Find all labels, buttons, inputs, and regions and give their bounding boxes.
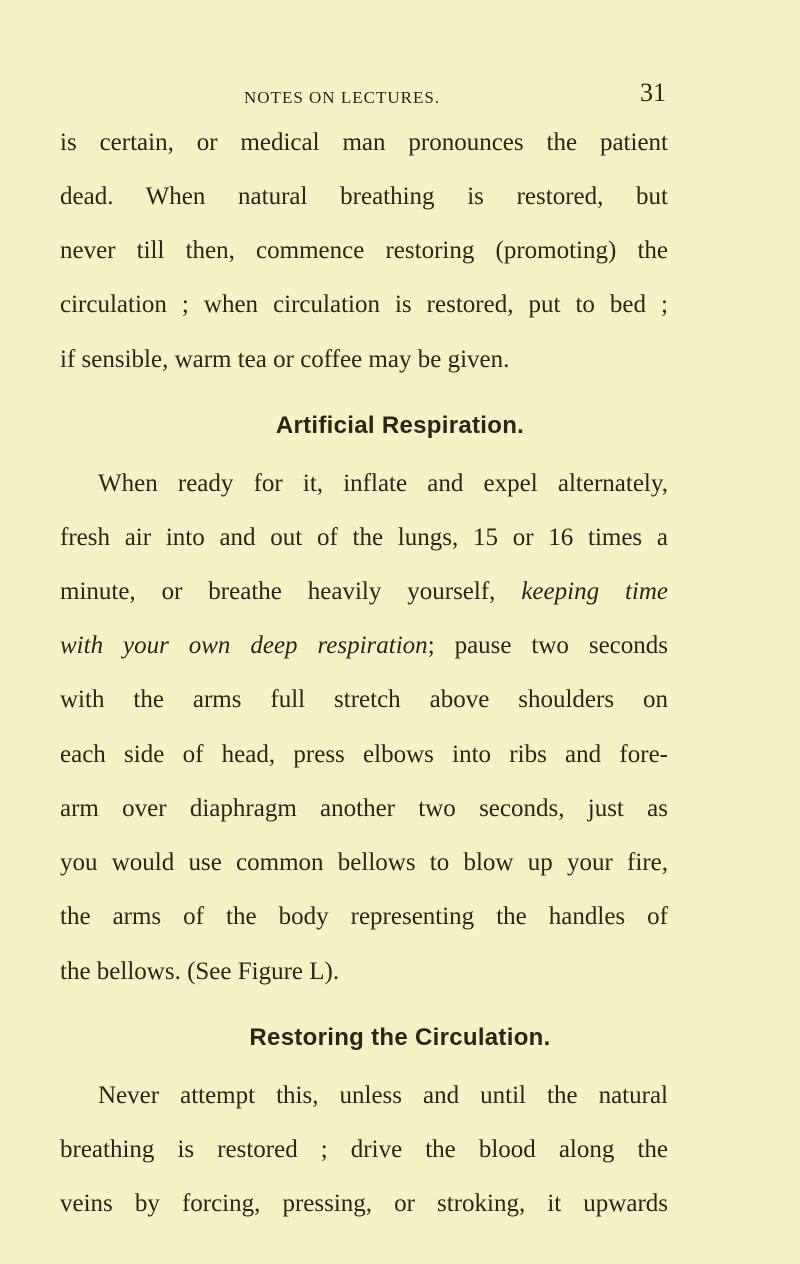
text-span: ; pause two seconds [427,632,668,659]
text-line: you would use common bellows to blow up your fire, [60,849,668,876]
text-line: dead. When natural breathing is restored, but [60,183,668,210]
text-line: veins by forcing, pressing, or stroking, it upwards [60,1190,668,1217]
running-title: NOTES ON LECTURES. [244,88,441,107]
text-line: the bellows. (See Figure L). [60,958,340,985]
text-line: the arms of the body representing the handles of [60,903,668,930]
text-line: circulation ; when circulation is restored, put to bed ; [60,291,668,318]
text-line: When ready for it, inflate and expel alternately, [98,470,668,497]
text-span: minute, or breathe heavily yourself, [60,578,496,605]
section-heading: Restoring the Circulation. [249,1024,551,1051]
text-line: arm over diaphragm another two seconds, just as [60,795,668,822]
text-line [60,577,668,607]
text-line [60,631,668,661]
text-line: each side of head, press elbows into ribs and fore- [60,741,668,768]
italic-text: with your own deep respiration [60,632,428,659]
text-line: fresh air into and out of the lungs, 15 or 16 times a [60,524,668,551]
text-line: is certain, or medical man pronounces the patient [60,129,668,156]
text-line: Never attempt this, unless and until the natural [98,1082,668,1109]
text-line: never till then, commence restoring (promoting) the [60,237,668,264]
text-line: if sensible, warm tea or coffee may be given. [60,346,510,373]
text-line: with the arms full stretch above shoulders on [60,686,668,713]
page-number: 31 [640,78,666,107]
italic-text: keeping time [521,578,669,605]
text-line: breathing is restored ; drive the blood along the [60,1136,668,1163]
section-heading: Artificial Respiration. [275,412,525,439]
